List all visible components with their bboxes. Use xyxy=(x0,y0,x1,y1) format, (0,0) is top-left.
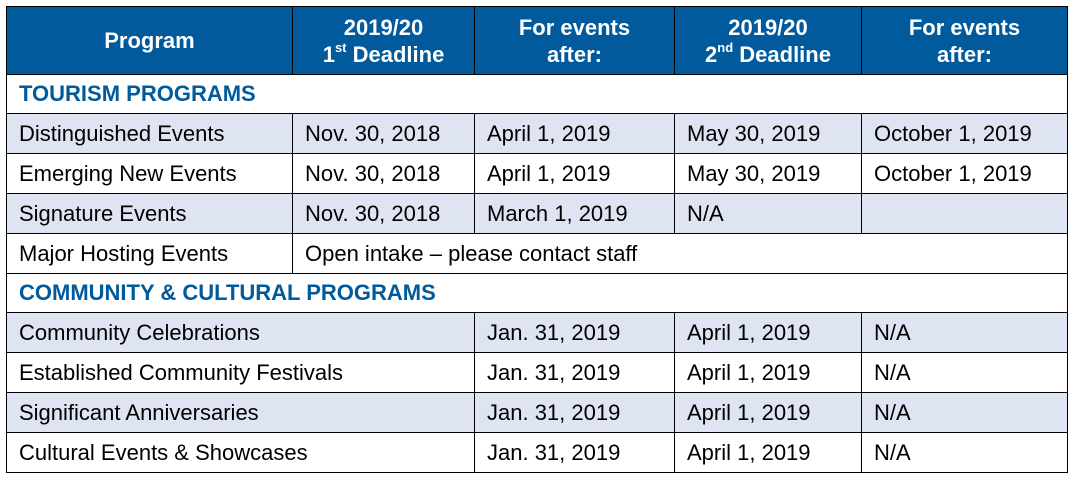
header-first-deadline: 2019/20 1st Deadline xyxy=(293,7,475,75)
table-row xyxy=(7,114,1068,154)
header-events-after-1: For events after: xyxy=(475,7,675,75)
table-row xyxy=(7,393,1068,433)
second-deadline: May 30, 2019 xyxy=(675,154,862,194)
program-deadlines-table xyxy=(6,6,1068,473)
section-title: TOURISM PROGRAMS xyxy=(7,75,1068,114)
events-after-1: April 1, 2019 xyxy=(475,154,675,194)
second-deadline: N/A xyxy=(862,353,1068,393)
second-deadline: N/A xyxy=(862,313,1068,353)
events-after-2: October 1, 2019 xyxy=(862,114,1068,154)
deadline: Jan. 31, 2019 xyxy=(475,353,675,393)
program-name: Major Hosting Events xyxy=(7,234,293,274)
first-deadline: Nov. 30, 2018 xyxy=(293,194,475,234)
program-name: Distinguished Events xyxy=(7,114,293,154)
events-after: April 1, 2019 xyxy=(675,313,862,353)
section-header-tourism xyxy=(7,75,1068,114)
events-after-1: April 1, 2019 xyxy=(475,114,675,154)
section-title: COMMUNITY & CULTURAL PROGRAMS xyxy=(7,274,1068,313)
table-row xyxy=(7,433,1068,473)
program-name: Community Celebrations xyxy=(7,313,475,353)
first-deadline: Nov. 30, 2018 xyxy=(293,154,475,194)
program-name: Established Community Festivals xyxy=(7,353,475,393)
program-name: Cultural Events & Showcases xyxy=(7,433,475,473)
deadline: Jan. 31, 2019 xyxy=(475,393,675,433)
table-row xyxy=(7,313,1068,353)
table-row xyxy=(7,234,1068,274)
events-after: April 1, 2019 xyxy=(675,353,862,393)
deadline: Jan. 31, 2019 xyxy=(475,433,675,473)
second-deadline: May 30, 2019 xyxy=(675,114,862,154)
header-events-after-2: For events after: xyxy=(862,7,1068,75)
second-deadline: N/A xyxy=(862,393,1068,433)
program-note: Open intake – please contact staff xyxy=(293,234,1068,274)
header-second-deadline: 2019/20 2nd Deadline xyxy=(675,7,862,75)
deadline: Jan. 31, 2019 xyxy=(475,313,675,353)
table-row xyxy=(7,154,1068,194)
second-deadline: N/A xyxy=(675,194,862,234)
section-header-community-cultural xyxy=(7,274,1068,313)
program-name: Signature Events xyxy=(7,194,293,234)
events-after-1: March 1, 2019 xyxy=(475,194,675,234)
table-row xyxy=(7,194,1068,234)
program-name: Emerging New Events xyxy=(7,154,293,194)
table-row xyxy=(7,353,1068,393)
second-deadline: N/A xyxy=(862,433,1068,473)
table-header-row xyxy=(7,7,1068,75)
header-program: Program xyxy=(7,7,293,75)
events-after-2 xyxy=(862,194,1068,234)
first-deadline: Nov. 30, 2018 xyxy=(293,114,475,154)
events-after: April 1, 2019 xyxy=(675,393,862,433)
events-after: April 1, 2019 xyxy=(675,433,862,473)
program-name: Significant Anniversaries xyxy=(7,393,475,433)
events-after-2: October 1, 2019 xyxy=(862,154,1068,194)
deadlines-table-container xyxy=(6,6,1067,473)
